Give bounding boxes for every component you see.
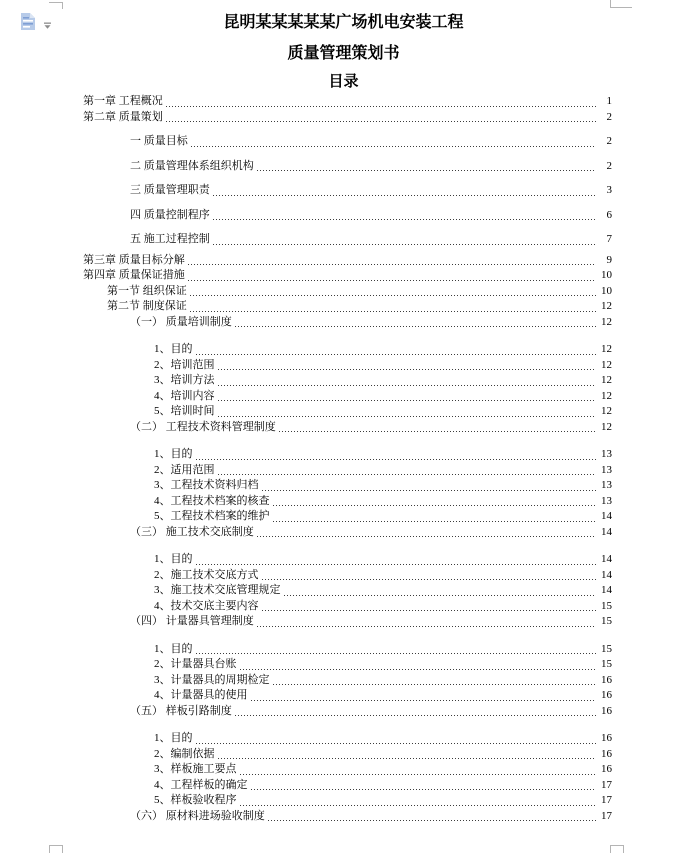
toc-entry[interactable]	[130, 134, 612, 150]
toc-entry-text[interactable]: 一 质量目标	[130, 135, 188, 147]
toc-leader-dots	[273, 683, 597, 685]
toc-entry-text[interactable]: （四） 计量器具管理制度	[130, 615, 254, 627]
toc-entry[interactable]	[130, 704, 612, 720]
dropdown-arrow-icon[interactable]	[43, 17, 52, 35]
toc-page-number[interactable]: 2	[606, 135, 612, 147]
toc-entry-text[interactable]: 3、样板施工要点	[154, 763, 237, 775]
toc-page-number[interactable]: 12	[601, 374, 612, 386]
toc-page-number[interactable]: 2	[606, 159, 612, 172]
document-icon[interactable]	[19, 12, 37, 31]
toc-page-number[interactable]: 10	[601, 284, 612, 297]
toc-entry-text[interactable]: 第二章 质量策划	[83, 110, 163, 123]
toc-entry[interactable]	[130, 208, 612, 224]
toc-entry[interactable]	[107, 284, 612, 300]
toc-entry-text[interactable]: 4、培训内容	[154, 389, 215, 402]
toc-entry[interactable]	[83, 268, 612, 284]
toc-entry[interactable]	[83, 110, 612, 126]
toc-entry[interactable]	[154, 447, 612, 463]
margin-corner-mark-bottom-left	[49, 845, 63, 853]
toc-leader-dots	[196, 563, 597, 565]
toc-leader-dots	[213, 194, 596, 196]
toc-entry[interactable]	[154, 404, 612, 420]
toc-leader-dots	[218, 757, 597, 759]
toc-entry[interactable]	[154, 478, 612, 494]
toc-entry-text[interactable]: 1、目的	[154, 343, 193, 355]
toc-leader-dots	[284, 594, 597, 596]
toc-entry[interactable]	[154, 762, 612, 778]
margin-corner-mark-top-right	[610, 0, 632, 8]
toc-page-number[interactable]: 16	[601, 732, 612, 744]
toc-entry[interactable]	[154, 463, 612, 479]
toc-entry[interactable]	[154, 642, 612, 658]
toc-entry[interactable]	[107, 299, 612, 315]
toc-entry-text[interactable]: （六） 原材料进场验收制度	[130, 809, 265, 822]
toc-page-number[interactable]: 12	[601, 315, 612, 328]
toc-page-number[interactable]: 15	[601, 642, 612, 655]
doc-title-line2: 质量管理策划书	[287, 45, 400, 62]
toc-entry[interactable]	[154, 778, 612, 794]
toc-entry-text[interactable]: 2、适用范围	[154, 463, 215, 476]
toc-entry[interactable]	[130, 525, 612, 541]
toc-entry-text[interactable]: 二 质量管理体系组织机构	[130, 159, 254, 172]
toc-entry-text[interactable]: 2、编制依据	[154, 747, 215, 760]
toc-entry-text[interactable]: 2、计量器具台账	[154, 658, 237, 670]
toc-page-number[interactable]: 16	[601, 673, 612, 686]
toc-entry[interactable]	[130, 315, 612, 331]
toc-entry-text[interactable]: 第四章 质量保证措施	[83, 269, 185, 281]
toc-leader-dots	[262, 489, 597, 491]
toc-leader-dots	[188, 279, 596, 281]
toc-entry[interactable]	[154, 731, 612, 747]
toc-entry-text[interactable]: 1、目的	[154, 642, 193, 655]
toc-leader-dots	[191, 145, 596, 147]
toc-entry[interactable]	[154, 568, 612, 584]
toc-leader-dots	[240, 668, 597, 670]
toc-entry-text[interactable]: 第二节 制度保证	[107, 300, 187, 312]
toc-page-number[interactable]: 14	[601, 584, 612, 596]
toc-entry[interactable]	[130, 183, 612, 199]
toc-leader-dots	[251, 788, 597, 790]
toc-entry[interactable]	[154, 373, 612, 389]
toc-leader-dots	[190, 294, 596, 296]
toc-entry-text[interactable]: 1、目的	[154, 732, 193, 744]
toc-page-number[interactable]: 14	[601, 525, 612, 538]
toc-entry-text[interactable]: （二） 工程技术资料管理制度	[130, 420, 276, 433]
toc-entry[interactable]	[154, 494, 612, 510]
toc-leader-dots	[262, 578, 597, 580]
toc-page-number[interactable]: 12	[601, 389, 612, 402]
toc-page-number[interactable]: 15	[601, 615, 612, 627]
toc-page-number[interactable]: 9	[606, 253, 612, 266]
toc-page-number[interactable]: 15	[601, 658, 612, 670]
toc-entry-text[interactable]: 第一章 工程概况	[83, 95, 163, 107]
toc-page-number[interactable]: 2	[606, 110, 612, 123]
toc-entry-text[interactable]: 4、工程技术档案的核查	[154, 494, 270, 507]
toc-leader-dots	[273, 520, 597, 522]
toc-leader-dots	[273, 504, 597, 506]
toc-page-number[interactable]: 13	[601, 463, 612, 476]
toc-entry-text[interactable]: 四 质量控制程序	[130, 208, 210, 221]
toc-page-number[interactable]: 16	[601, 689, 612, 701]
toc-leader-dots	[218, 415, 597, 417]
toc-entry[interactable]	[154, 747, 612, 763]
toc-page-number[interactable]: 12	[601, 343, 612, 355]
toc-entry[interactable]	[130, 809, 612, 825]
toc-leader-dots	[196, 742, 597, 744]
toc-leader-dots	[257, 169, 596, 171]
toc-entry-text[interactable]: （三） 施工技术交底制度	[130, 525, 254, 538]
toc-entry[interactable]	[154, 583, 612, 599]
toc-entry[interactable]	[154, 688, 612, 704]
toc-entry[interactable]	[154, 599, 612, 615]
toc-leader-dots	[166, 120, 596, 122]
toc-entry-text[interactable]: 4、工程样板的确定	[154, 778, 248, 791]
toc-heading: 目录	[328, 73, 359, 90]
toc-entry-text[interactable]: 1、目的	[154, 448, 193, 460]
toc-leader-dots	[213, 218, 596, 220]
toc-page-number[interactable]: 16	[601, 747, 612, 760]
toc-page-number[interactable]: 1	[606, 95, 612, 107]
toc-page-number[interactable]: 17	[601, 778, 612, 791]
margin-corner-mark-bottom-right	[610, 845, 624, 853]
toc-leader-dots	[218, 399, 597, 401]
toc-leader-dots	[251, 699, 597, 701]
toc-entry-text[interactable]: 4、计量器具的使用	[154, 689, 248, 701]
toc-leader-dots	[218, 473, 597, 475]
toc-leader-dots	[279, 430, 596, 432]
doc-title-line1: 昆明某某某某某广场机电安装工程	[223, 14, 464, 31]
toc-page-number[interactable]: 12	[601, 300, 612, 312]
toc-page-number[interactable]: 12	[601, 358, 612, 371]
toc-leader-dots	[240, 804, 597, 806]
toc-entry-text[interactable]: 2、施工技术交底方式	[154, 568, 259, 581]
toc-entry-text[interactable]: 2、培训范围	[154, 358, 215, 371]
toc-page-number[interactable]: 14	[601, 568, 612, 581]
toc-entry-text[interactable]: 第一节 组织保证	[107, 284, 187, 297]
toc-entry[interactable]	[154, 342, 612, 358]
toc-entry[interactable]	[130, 159, 612, 175]
toc-entry-text[interactable]: 5、样板验收程序	[154, 794, 237, 806]
toc-page-number[interactable]: 3	[606, 184, 612, 196]
toc-entry-text[interactable]: 5、培训时间	[154, 405, 215, 417]
toc-page-number[interactable]: 16	[601, 704, 612, 717]
toc-leader-dots	[268, 819, 596, 821]
toc-page-number[interactable]: 13	[601, 479, 612, 491]
toc-page-number[interactable]: 14	[601, 553, 612, 565]
toc-entry-text[interactable]: 五 施工过程控制	[130, 233, 210, 245]
toc-page-number[interactable]: 13	[601, 494, 612, 507]
toc-leader-dots	[188, 263, 596, 265]
toc-page-number[interactable]: 13	[601, 448, 612, 460]
toc-leader-dots	[190, 310, 596, 312]
content-control-handle[interactable]	[19, 12, 52, 35]
toc-page-number[interactable]: 14	[601, 510, 612, 522]
toc-entry[interactable]	[130, 420, 612, 436]
toc-entry-text[interactable]: 3、计量器具的周期检定	[154, 673, 270, 686]
toc-entry-text[interactable]: 三 质量管理职责	[130, 184, 210, 196]
toc-page-number[interactable]: 6	[606, 208, 612, 221]
toc-leader-dots	[196, 458, 597, 460]
toc-leader-dots	[235, 325, 596, 327]
toc-page-number[interactable]: 10	[601, 269, 612, 281]
toc-page-number[interactable]: 17	[601, 794, 612, 806]
toc-leader-dots	[196, 652, 597, 654]
toc-leader-dots	[218, 384, 597, 386]
toc-leader-dots	[213, 243, 596, 245]
toc-entry-text[interactable]: 3、培训方法	[154, 374, 215, 386]
toc-page-number[interactable]: 15	[601, 599, 612, 612]
toc-leader-dots	[218, 368, 597, 370]
toc-entry-text[interactable]: 3、施工技术交底管理规定	[154, 584, 281, 596]
toc-entry[interactable]	[154, 509, 612, 525]
toc-page-number[interactable]: 12	[601, 420, 612, 433]
toc-entry[interactable]	[130, 232, 612, 248]
toc-page-number[interactable]: 16	[601, 763, 612, 775]
toc-entry[interactable]	[154, 389, 612, 405]
toc-leader-dots	[235, 714, 596, 716]
toc-entry[interactable]	[83, 94, 612, 110]
toc-list	[63, 94, 612, 824]
toc-leader-dots	[240, 773, 597, 775]
toc-entry[interactable]	[154, 552, 612, 568]
toc-leader-dots	[196, 353, 597, 355]
margin-corner-mark-top-left	[49, 2, 63, 9]
toc-entry-text[interactable]: 1、目的	[154, 553, 193, 565]
toc-page-number[interactable]: 12	[601, 405, 612, 417]
toc-entry[interactable]	[154, 657, 612, 673]
toc-page-number[interactable]: 17	[601, 809, 612, 822]
toc-entry-text[interactable]: 第三章 质量目标分解	[83, 253, 185, 266]
toc-entry[interactable]	[130, 614, 612, 630]
toc-entry[interactable]	[154, 793, 612, 809]
toc-entry-text[interactable]: 3、工程技术资料归档	[154, 479, 259, 491]
toc-leader-dots	[257, 625, 596, 627]
toc-leader-dots	[257, 535, 596, 537]
toc-leader-dots	[166, 105, 596, 107]
toc-page-number[interactable]: 7	[606, 233, 612, 245]
toc-entry-text[interactable]: 5、工程技术档案的维护	[154, 510, 270, 522]
toc-entry-text[interactable]: （五） 样板引路制度	[130, 704, 232, 717]
toc-entry[interactable]	[154, 358, 612, 374]
toc-entry-text[interactable]: （一） 质量培训制度	[130, 315, 232, 328]
toc-leader-dots	[262, 609, 597, 611]
toc-entry[interactable]	[154, 673, 612, 689]
toc-entry-text[interactable]: 4、技术交底主要内容	[154, 599, 259, 612]
toc-entry[interactable]	[83, 253, 612, 269]
